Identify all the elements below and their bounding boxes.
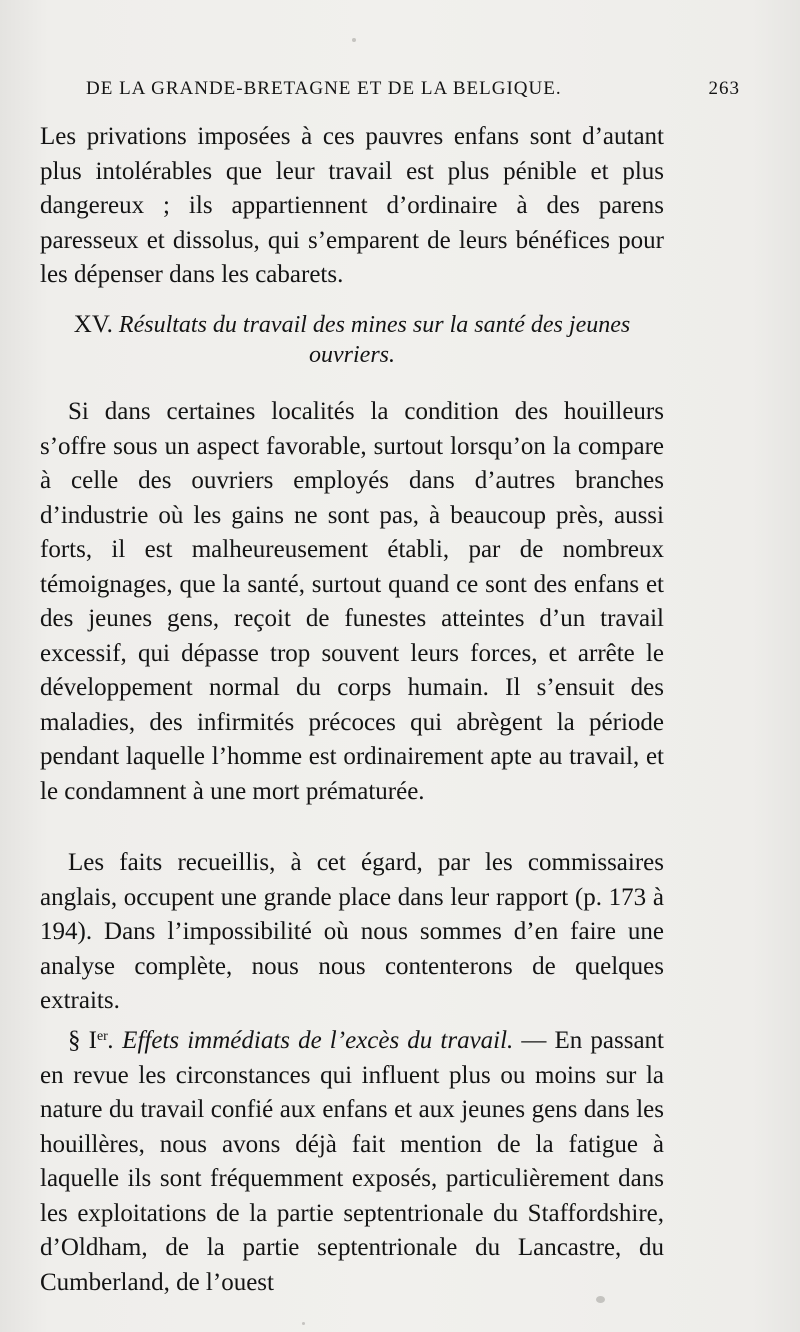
section-mark-superscript: er [96,1029,108,1044]
subsection-title: . Effets immédiats de l’excès du travail. [107,1027,514,1054]
paper-speck [596,1296,605,1303]
section-mark: § I [68,1027,97,1054]
section-title: Résultats du travail des mines sur la santé des jeunes ouvriers. [118,312,631,368]
page-number: 263 [708,78,740,99]
paragraph-4 [40,1020,664,1300]
paragraph-1: Les privations imposées à ces pauvres enfans sont d’autant plus intolérables que leur travail est plus pénible et plus dangereux ; ils appartiennent d’ordinaire à des parens paresseux et dissolus, qui s’emparent de leurs bénéfices pour les dépenser dans les cabarets. [40,123,664,288]
running-head [86,78,740,108]
paragraph-4-text: — En passant en revue les circonstances qui influent plus ou moins sur la nature du travail confié aux enfans et aux jeunes gens dans les houillères, nous avons déjà fait mention de la fatigue à laquelle ils sont fréquemment exposés, particulièrement dans les exploitations de la partie septentrionale du Staffordshire, d’Oldham, de la partie septentrionale du Lancastre, du Cumberland, de l’ouest [40,1027,664,1296]
running-head-title: DE LA GRANDE-BRETAGNE ET DE LA BELGIQUE. [86,78,562,99]
section-number: XV. [73,311,113,338]
paragraph-3: Les faits recueillis, à cet égard, par les commissaires anglais, occupent une grande place dans leur rapport (p. 173 à 194). Dans l’impossibilité où nous sommes d’en faire une analyse complète, nous nous contenterons de quelques extraits. [40,849,664,1014]
paper-speck [352,38,356,42]
section-heading [40,310,664,370]
paragraph-2: Si dans certaines localités la condition des houilleurs s’offre sous un aspect favorable, surtout lorsqu’on la compare à celle des ouvriers employés dans d’autres branches d’industrie où les gains ne sont pas, à beaucoup près, aussi forts, il est malheureusement établi, par de nombreux témoignages, que la santé, surtout quand ce sont des enfans et des jeunes gens, reçoit de funestes atteintes d’un travail excessif, qui dépasse trop souvent leurs forces, et arrête le développement normal du corps humain. Il s’ensuit des maladies, des infirmités précoces qui abrègent la période pendant laquelle l’homme est ordinairement apte au travail, et le condamnent à une mort prématurée. [40,398,664,805]
paper-speck [302,1322,305,1325]
